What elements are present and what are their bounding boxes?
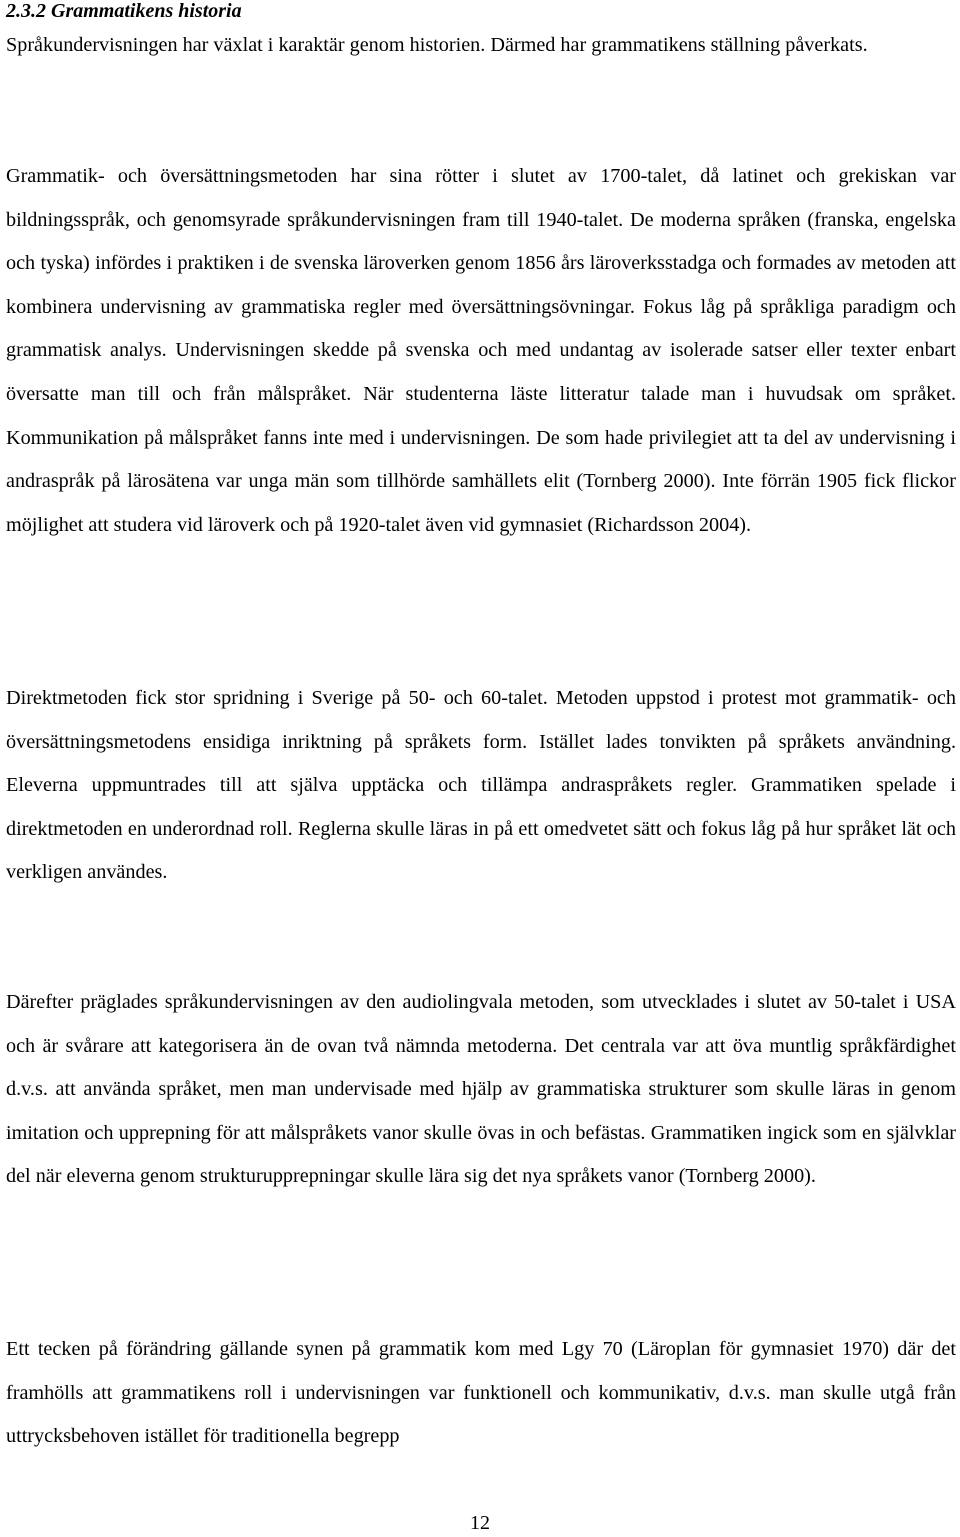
paragraph-lgy70: Ett tecken på förändring gällande synen på grammatik kom med Lgy 70 (Läroplan för gymnasiet 1970) där det framhölls att grammatikens roll i undervisningen var funktionell och kommunikativ, d.v.s. man skulle utgå från uttrycksbehoven istället för traditionella begrepp bbox=[6, 1338, 956, 1448]
paragraph-intro: Språkundervisningen har växlat i karaktär genom historien. Därmed har grammatikens ställning påverkats. bbox=[6, 34, 868, 56]
paragraph-grammar-translation: Grammatik- och översättningsmetoden har sina rötter i slutet av 1700-talet, då latinet och grekiskan var bildningsspråk, och genomsyrade språkundervisningen fram till 1940-talet. De moderna språken (franska, engelska och tyska) infördes i praktiken i de svenska läroverken genom 1856 års läroverksstadga och formades av metoden att kombinera undervisning av grammatiska regler med översättningsövningar. Fokus låg på språkliga paradigm och grammatisk analys. Undervisningen skedde på svenska och med undantag av isolerade satser eller texter enbart översatte man till och från målspråket. När studenterna läste litteratur talade man i huvudsak om språket. Kommunikation på målspråket fanns inte med i undervisningen. De som hade privilegiet att ta del av undervisning i andraspråk på lärosätena var unga män som tillhörde samhällets elit (Tornberg 2000). Inte förrän 1905 fick flickor möjlighet att studera vid läroverk och på 1920-talet även vid gymnasiet (Richardsson 2004). bbox=[6, 165, 956, 536]
page-number: 12 bbox=[470, 1512, 490, 1534]
paragraph-direct-method: Direktmetoden fick stor spridning i Sverige på 50- och 60-talet. Metoden uppstod i protest mot grammatik- och översättningsmetodens ensidiga inriktning på språkets form. Istället lades tonvikten på språkets användning. Eleverna uppmuntrades till att själva upptäcka och tillämpa andraspråkets regler. Grammatiken spelade i direktmetoden en underordnad roll. Reglerna skulle läras in på ett omedvetet sätt och fokus låg på hur språket lät och verkligen användes. bbox=[6, 687, 956, 884]
section-heading: 2.3.2 Grammatikens historia bbox=[6, 0, 242, 22]
paragraph-audiolingual: Därefter präglades språkundervisningen av den audiolingvala metoden, som utvecklades i slutet av 50-talet i USA och är svårare att kategorisera än de ovan två nämnda metoderna. Det centrala var att öva muntlig språkfärdighet d.v.s. att använda språket, men man undervisade med hjälp av grammatiska strukturer som skulle läras in genom imitation och upprepning för att målspråkets vanor skulle övas in och befästas. Grammatiken ingick som en självklar del när eleverna genom strukturupprepningar skulle lära sig det nya språkets vanor (Tornberg 2000). bbox=[6, 991, 956, 1188]
